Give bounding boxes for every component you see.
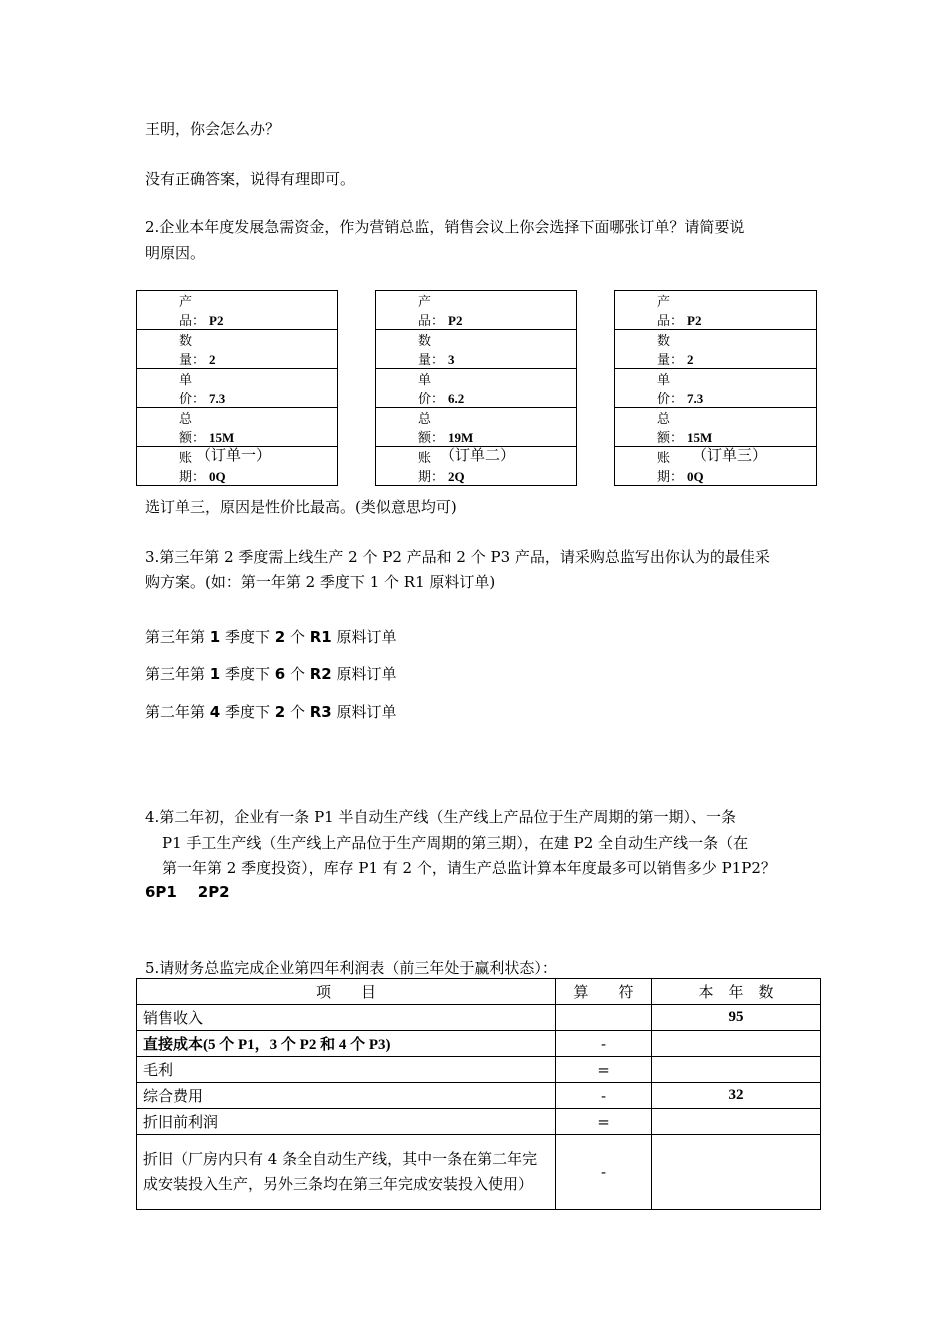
- table-row: 直接成本(5 个 P1，3 个 P2 和 4 个 P3) -: [137, 1031, 821, 1057]
- q3-answer-3: 第二年第 4 季度下 2 个 R3 原料订单: [145, 703, 397, 721]
- q1-prompt: 王明，你会怎么办？: [145, 120, 281, 138]
- order-table-1: 产品： P2 数量： 2 单价： 7.3 总额： 15M 账期： 0Q: [136, 290, 338, 486]
- q3-text-line2: 购方案。(如：第一年第 2 季度下 1 个 R1 原料订单): [145, 573, 496, 591]
- q2-text-line2: 明原因。: [145, 244, 206, 262]
- q1-answer: 没有正确答案，说得有理即可。: [145, 170, 356, 188]
- profit-table-header: 项 目 算 符 本 年 数: [137, 979, 821, 1005]
- order-caption-2: （订单二）: [440, 446, 516, 464]
- table-row: 销售收入 95: [137, 1005, 821, 1031]
- q2-text-line1: 2.企业本年度发展急需资金，作为营销总监，销售会议上你会选择下面哪张订单？请简要说: [145, 218, 745, 236]
- q4-answer: 6P1 2P2: [145, 883, 230, 901]
- q2-answer: 选订单三，原因是性价比最高。(类似意思均可): [145, 498, 457, 516]
- q3-text-line1: 3.第三年第 2 季度需上线生产 2 个 P2 产品和 2 个 P3 产品，请采购总监写出你认为的最佳采: [145, 548, 770, 566]
- table-row: 毛利 =: [137, 1057, 821, 1083]
- profit-table: [136, 978, 821, 1210]
- table-row: 折旧前利润 =: [137, 1109, 821, 1135]
- q3-answer-1: 第三年第 1 季度下 2 个 R1 原料订单: [145, 628, 397, 646]
- q4-text-line2: P1 手工生产线（生产线上产品位于生产周期的第三期），在建 P2 全自动生产线一条（在: [162, 834, 749, 852]
- order-table-3: 产品： P2 数量： 2 单价： 7.3 总额： 15M 账期： 0Q: [614, 290, 817, 486]
- order-caption-1: （订单一）: [196, 446, 272, 464]
- order-table-2: 产品： P2 数量： 3 单价： 6.2 总额： 19M 账期： 2Q: [375, 290, 577, 486]
- q5-text: 5.请财务总监完成企业第四年利润表（前三年处于赢利状态）：: [145, 959, 557, 977]
- table-row: 折旧（厂房内只有 4 条全自动生产线，其中一条在第二年完成安装投入生产，另外三条均在第三年完成安装投入使用） -: [137, 1135, 821, 1210]
- q3-answer-2: 第三年第 1 季度下 6 个 R2 原料订单: [145, 665, 397, 683]
- q4-text-line3: 第一年第 2 季度投资），库存 P1 有 2 个，请生产总监计算本年度最多可以销售多少 P1P2？: [162, 859, 776, 877]
- q4-text-line1: 4.第二年初，企业有一条 P1 半自动生产线（生产线上产品位于生产周期的第一期）、一条: [145, 808, 736, 826]
- order-caption-3: （订单三）: [692, 446, 768, 464]
- table-row: 综合费用 - 32: [137, 1083, 821, 1109]
